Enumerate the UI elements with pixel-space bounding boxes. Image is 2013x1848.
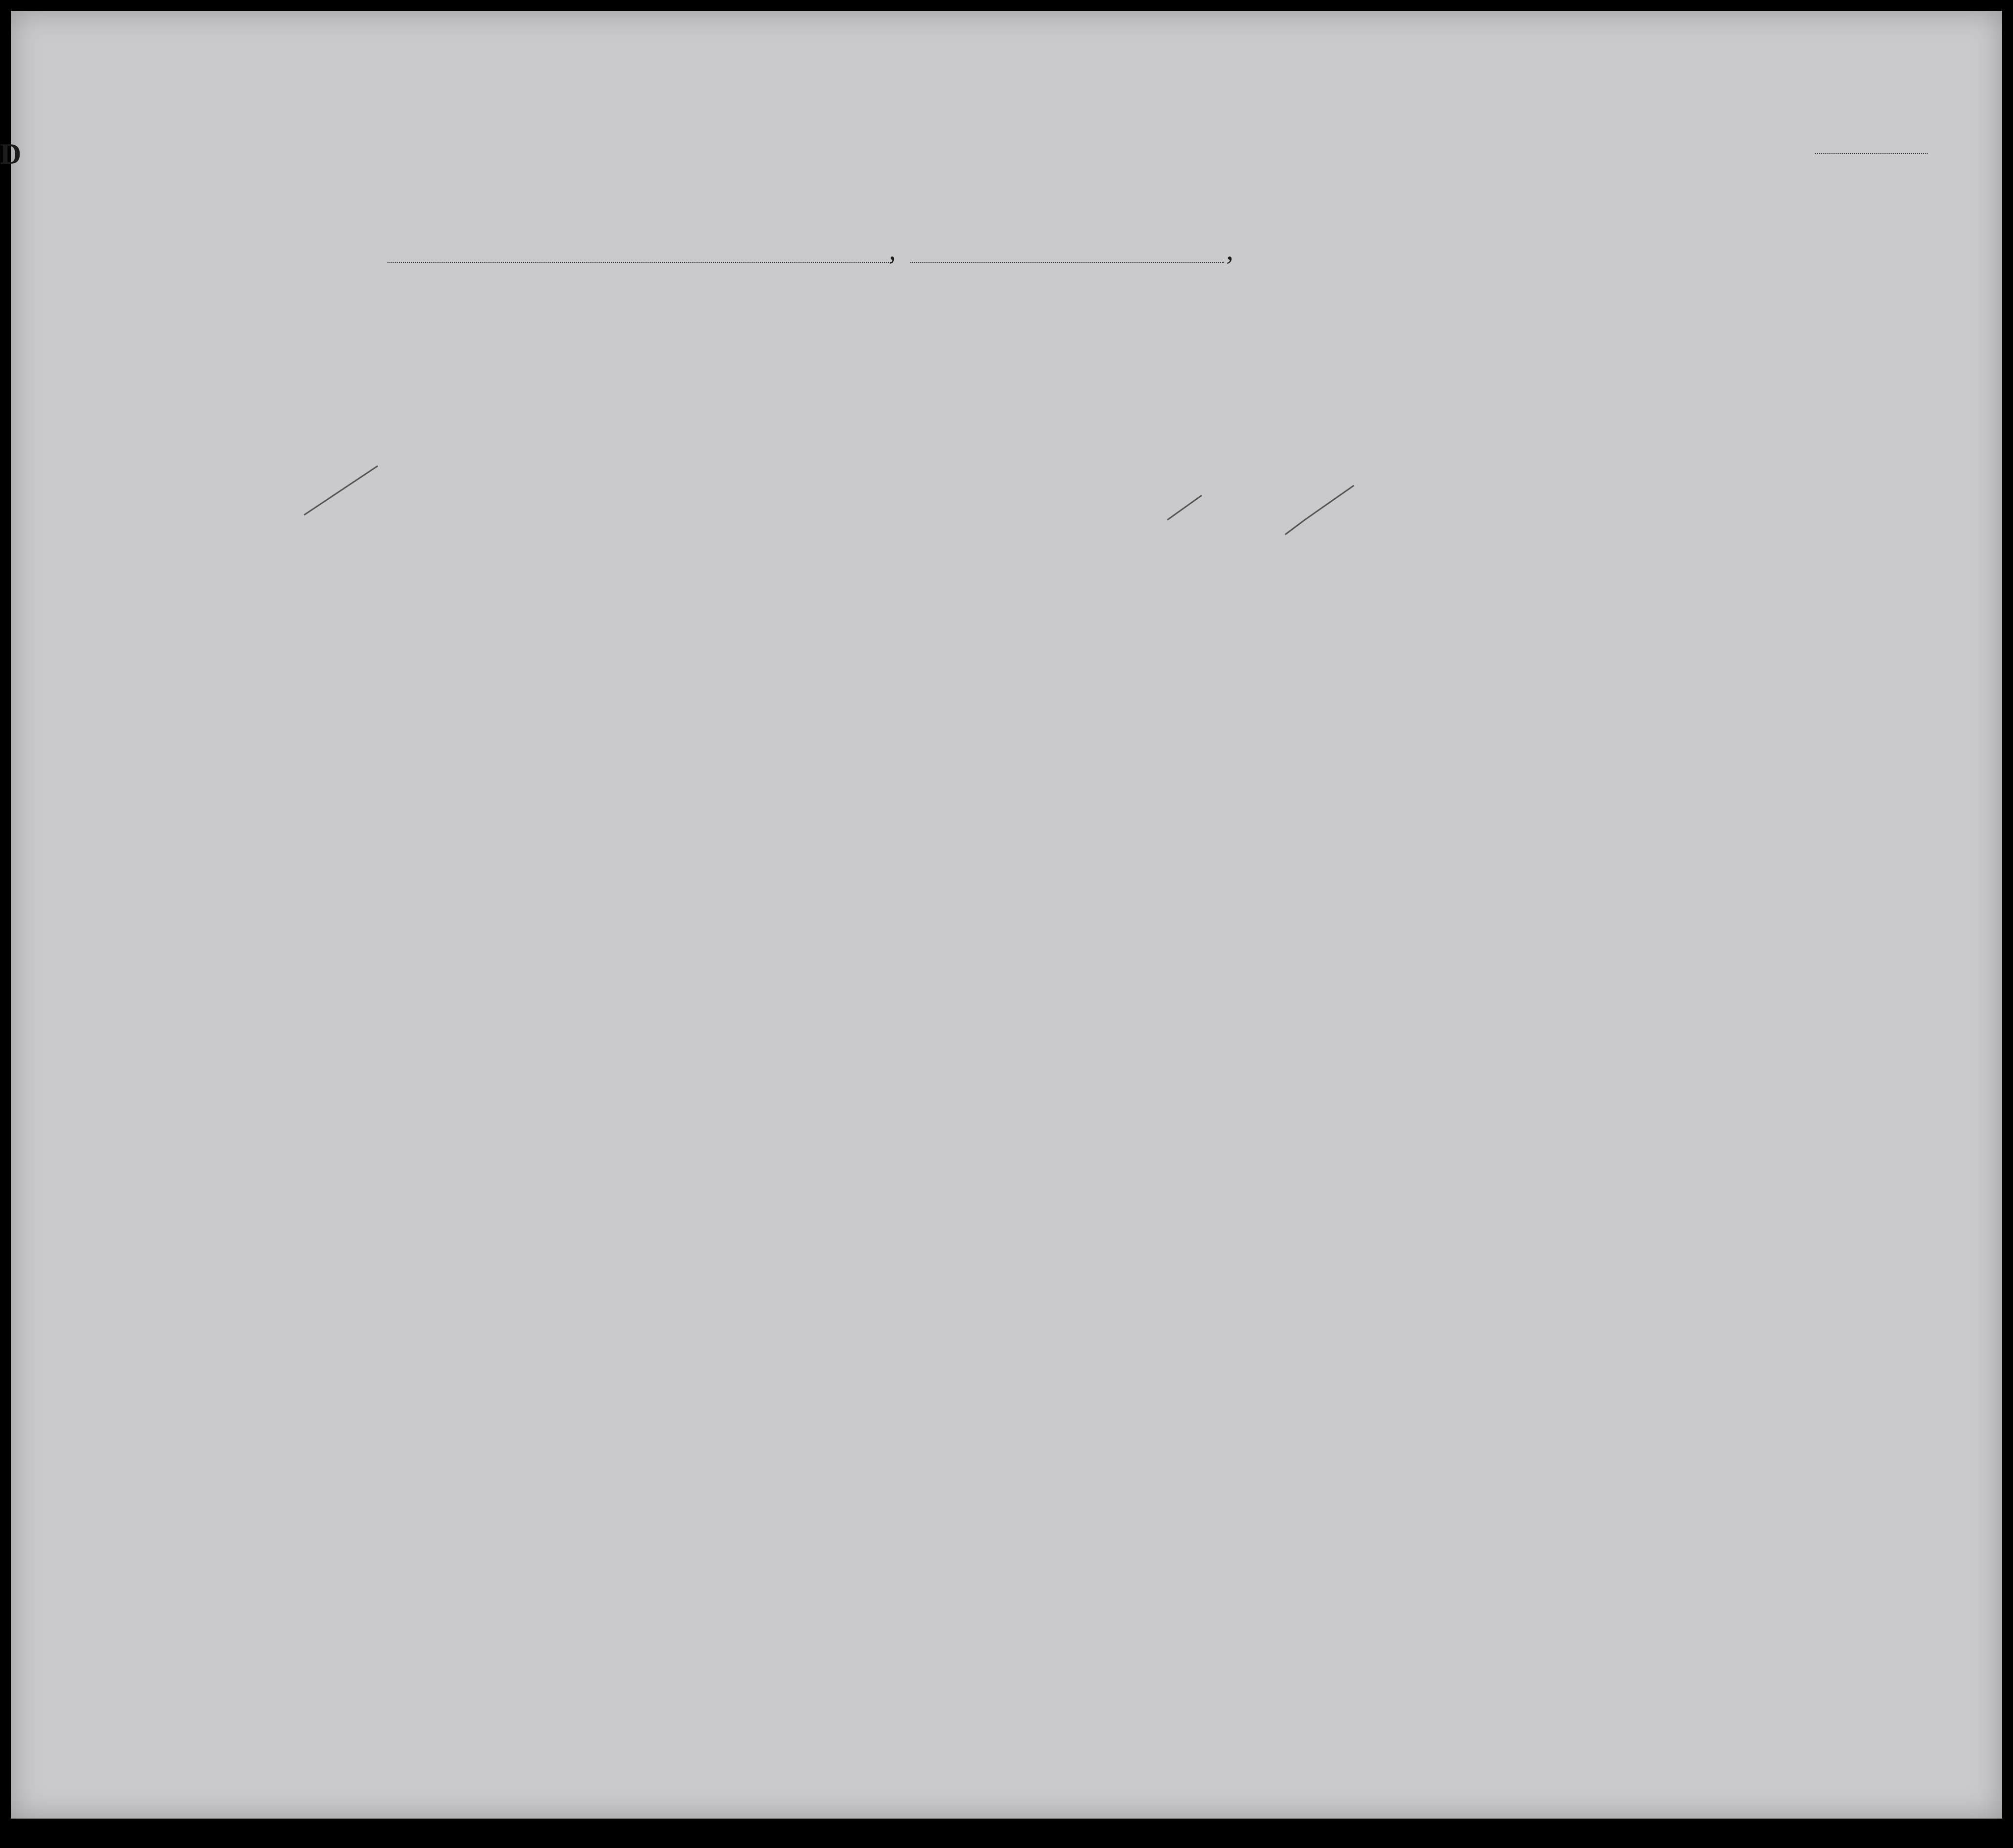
comma-1: , xyxy=(889,234,896,266)
comma-2: , xyxy=(1226,234,1234,266)
margin-fragment-d: D xyxy=(0,138,22,170)
